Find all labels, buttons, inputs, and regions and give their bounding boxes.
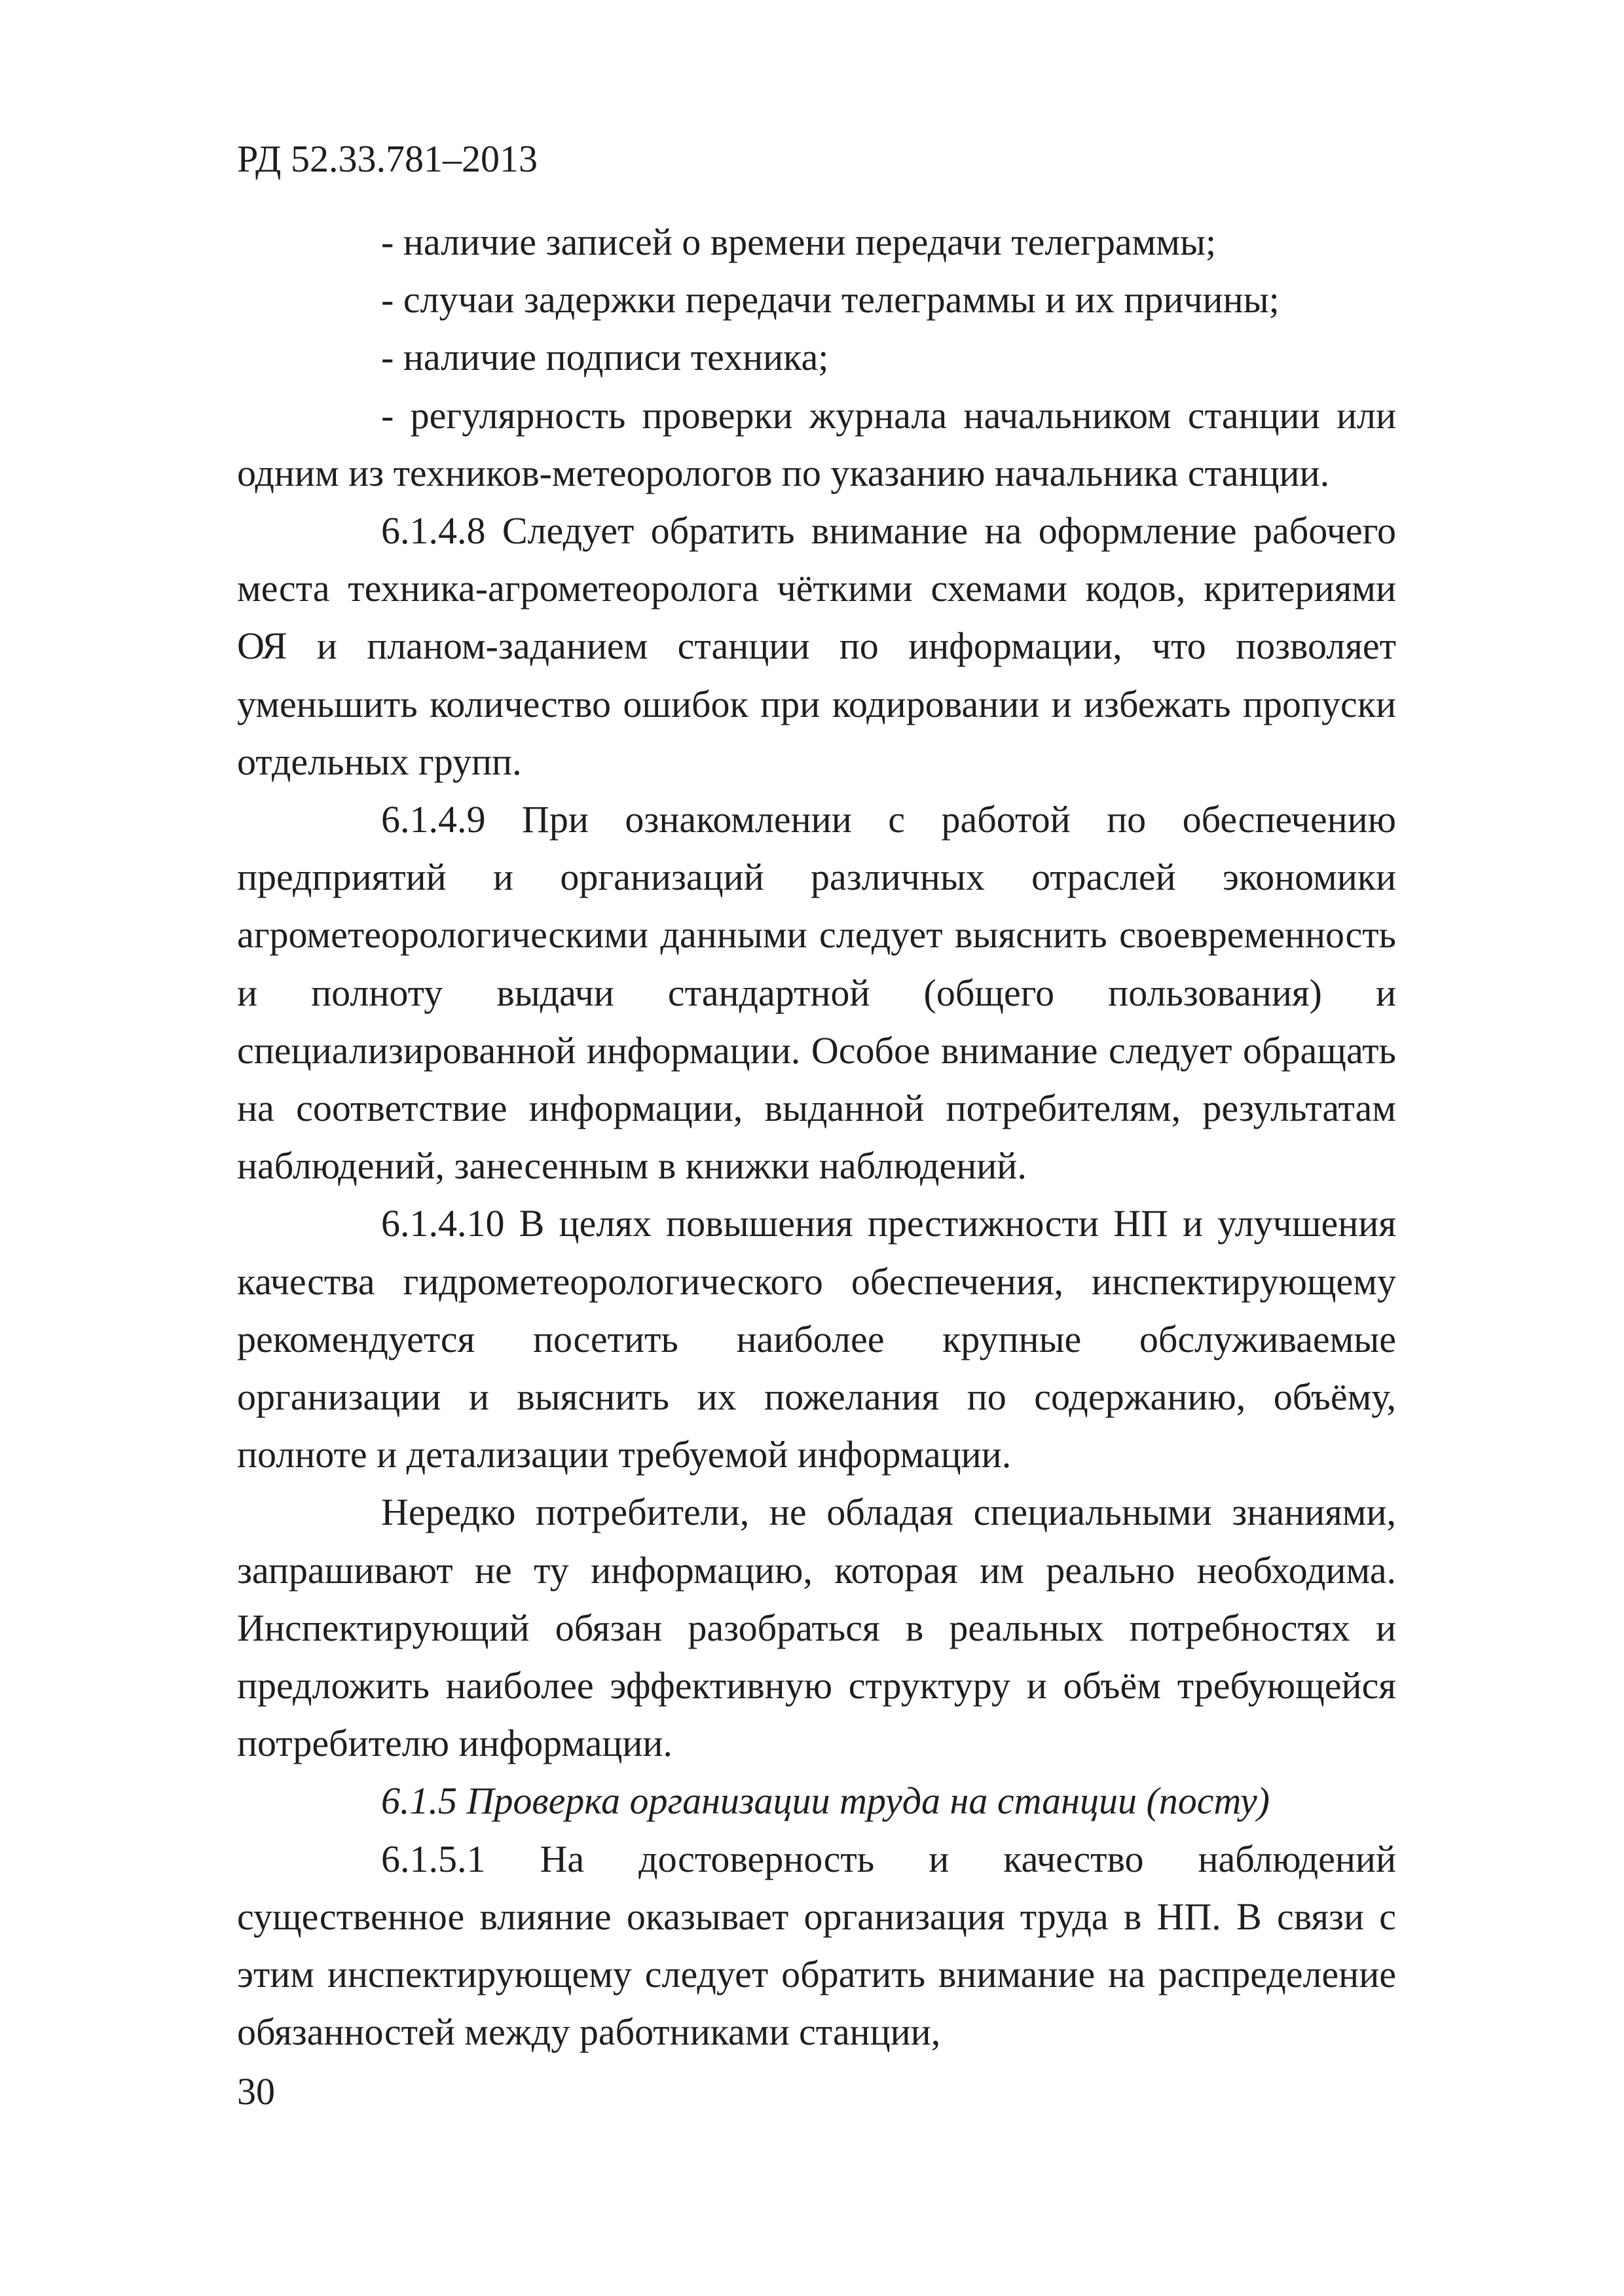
document-code-header: РД 52.33.781–2013 bbox=[237, 137, 538, 180]
paragraph-6-1-4-10: 6.1.4.10 В целях повышения престижности НП и улучшения качества гидрометеорологического обеспечения, инспектирующему рекомендуется посетить наиболее крупные обслуживаемые организации и выяснить их пожелания по содержанию, объёму, полноте и детализации требуемой информации. bbox=[237, 1202, 1396, 1476]
page-number: 30 bbox=[237, 2070, 275, 2113]
body-text bbox=[237, 213, 1396, 2062]
paragraph-6-1-5-1: 6.1.5.1 На достоверность и качество наблюдений существенное влияние оказывает организация труда в НП. В связи с этим инспектирующему следует обратить внимание на распределение обязанностей между работниками станции, bbox=[237, 1837, 1396, 2054]
section-heading-6-1-5: 6.1.5 Проверка организации труда на станции (посту) bbox=[381, 1779, 1270, 1823]
paragraph-6-1-4-9: 6.1.4.9 При ознакомлении с работой по обеспечению предприятий и организаций различных отраслей экономики агрометеорологическими данными следует выяснить своевременность и полноту выдачи стандартной (общего пользования) и специализированной информации. Особое внимание следует обращать на соответствие информации, выданной потребителям, результатам наблюдений, занесенным в книжки наблюдений. bbox=[237, 798, 1396, 1188]
list-item-technician-signature: - наличие подписи техника; bbox=[381, 336, 829, 379]
paragraph-6-1-4-8: 6.1.4.8 Следует обратить внимание на оформление рабочего места техника-агрометеоролога чёткими схемами кодов, критериями ОЯ и планом-заданием станции по информации, что позволяет уменьшить количество ошибок при кодировании и избежать пропуски отдельных групп. bbox=[237, 509, 1396, 783]
paragraph-consumers-note: Нередко потребители, не обладая специальными знаниями, запрашивают не ту информацию, которая им реально необходима. Инспектирующий обязан разобраться в реальных потребностях и предложить наиболее эффективную структуру и объём требующейся потребителю информации. bbox=[237, 1491, 1396, 1765]
list-item-telegram-delay: - случаи задержки передачи телеграммы и их причины; bbox=[381, 278, 1280, 321]
list-item-telegram-time: - наличие записей о времени передачи телеграммы; bbox=[381, 221, 1217, 263]
list-item-journal-check: - регулярность проверки журнала начальником станции или одним из техников-метеорологов по указанию начальника станции. bbox=[237, 393, 1396, 494]
